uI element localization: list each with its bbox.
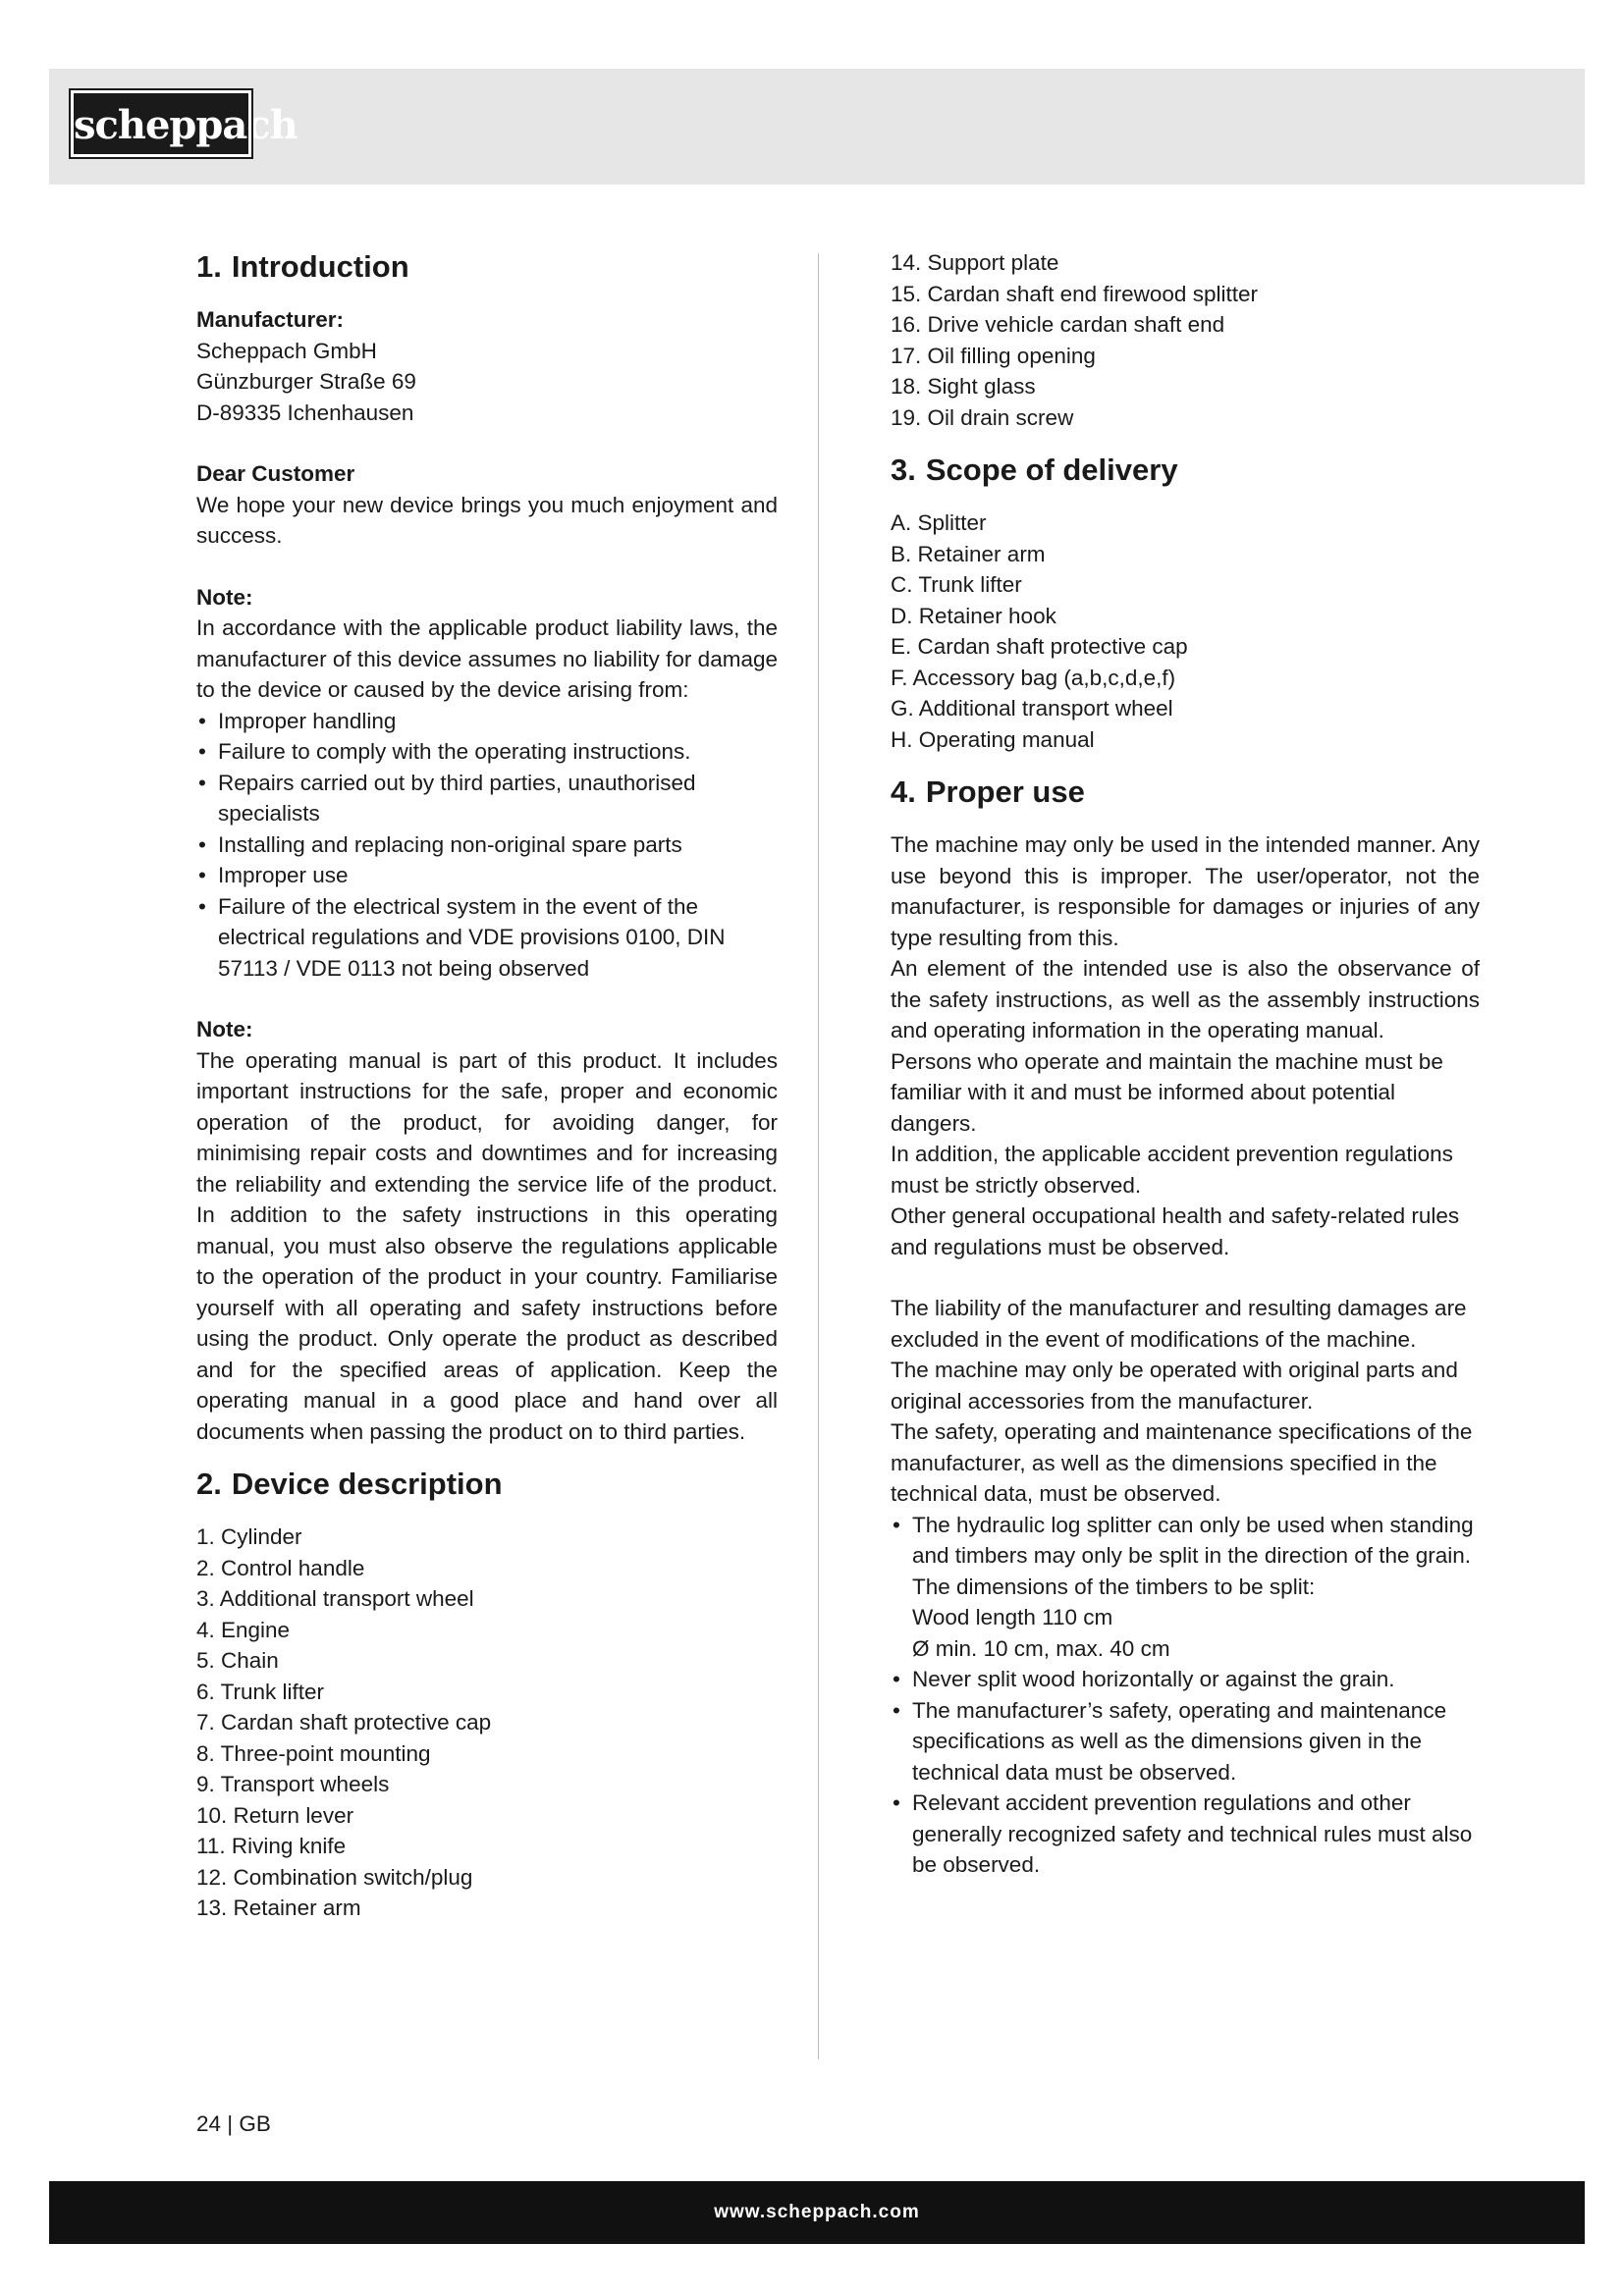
scheppach-logo: scheppach: [71, 90, 251, 157]
list-item: 18. Sight glass: [891, 374, 1036, 399]
list-item: 5. Chain: [196, 1648, 279, 1673]
list-item: 7. Cardan shaft protective cap: [196, 1710, 492, 1735]
footer-band: [49, 2181, 1585, 2244]
list-item: • Installing and replacing non-original spare parts: [196, 829, 778, 861]
section-number: 3.: [891, 453, 916, 487]
list-item: 8. Three-point mounting: [196, 1740, 431, 1766]
proper-use-paragraph: An element of the intended use is also the observance of the safety instructions, as well as the assembly instructions and operating information in the operating manual.: [891, 956, 1480, 1042]
note-liability-text: In accordance with the applicable product liability laws, the manufacturer of this device assumes no liability for damage to the device or caused by the device arising from:: [196, 615, 778, 702]
section-title: Scope of delivery: [925, 453, 1178, 487]
proper-use-bullet-list: [891, 1510, 1480, 1881]
list-item: H. Operating manual: [891, 726, 1095, 752]
list-item: • Improper use: [196, 860, 778, 891]
section-introduction-heading: [196, 247, 778, 287]
section-device-description-heading: [196, 1465, 778, 1504]
list-item: 13. Retainer arm: [196, 1896, 361, 1920]
list-item: • Repairs carried out by third parties, unauthorised specialists: [196, 768, 778, 829]
list-item: A. Splitter: [891, 510, 987, 535]
proper-use-paragraph: Other general occupational health and safety-related rules and regulations must be observed.: [891, 1203, 1460, 1259]
list-item: E. Cardan shaft protective cap: [891, 634, 1188, 659]
list-item: 12. Combination switch/plug: [196, 1864, 473, 1890]
note-label: Note:: [196, 584, 253, 610]
proper-use-paragraph: The machine may only be used in the intended manner. Any use beyond this is improper. The user/operator, not the manufacturer, is responsible for damages or injuries of any type resulting from this.: [891, 832, 1480, 950]
list-item: 9. Transport wheels: [196, 1772, 390, 1796]
section-number: 1.: [196, 249, 222, 284]
section-title: Introduction: [231, 249, 409, 284]
liability-bullet-list: [196, 706, 778, 985]
section-scope-of-delivery-heading: [891, 451, 1480, 490]
list-item: C. Trunk lifter: [891, 572, 1022, 597]
section-title: Proper use: [925, 774, 1085, 809]
proper-use-paragraph: Persons who operate and maintain the machine must be familiar with it and must be informed about potential dangers.: [891, 1048, 1443, 1136]
wood-length-spec: Wood length 110 cm: [912, 1605, 1113, 1629]
scope-of-delivery-list: [891, 507, 1480, 755]
column-divider: [818, 253, 819, 2059]
list-item: • Relevant accident prevention regulations and other generally recognized safety and technical rules must also be observed.: [891, 1788, 1480, 1881]
list-item: 17. Oil filling opening: [891, 343, 1096, 368]
list-item: 19. Oil drain screw: [891, 404, 1074, 430]
list-item: 3. Additional transport wheel: [196, 1586, 474, 1611]
list-item: [891, 1510, 1480, 1665]
list-item: 14. Support plate: [891, 250, 1059, 275]
section-title: Device description: [231, 1467, 503, 1501]
page-number: 24 | GB: [196, 2111, 271, 2136]
list-item: • Failure to comply with the operating instructions.: [196, 736, 778, 768]
manufacturer-label: Manufacturer:: [196, 307, 345, 332]
list-item: • Improper handling: [196, 706, 778, 737]
list-item: • Failure of the electrical system in the event of the electrical regulations and VDE provisions 0100, DIN 57113 / VDE 0113 not being observed: [196, 891, 778, 985]
proper-use-paragraph: In addition, the applicable accident prevention regulations must be strictly observed.: [891, 1142, 1453, 1198]
list-item: 1. Cylinder: [196, 1524, 302, 1549]
list-item: F. Accessory bag (a,b,c,d,e,f): [891, 665, 1176, 690]
list-item: 4. Engine: [196, 1617, 291, 1642]
proper-use-paragraph: The safety, operating and maintenance specifications of the manufacturer, as well as the dimensions specified in the technical data, must be observed.: [891, 1419, 1473, 1506]
section-number: 4.: [891, 774, 916, 809]
list-item: 10. Return lever: [196, 1802, 354, 1828]
bullet-text: The hydraulic log splitter can only be used when standing and timbers may only be split in the direction of the grain. The dimensions of the timbers to be split:: [912, 1512, 1474, 1599]
left-column: [196, 247, 778, 1924]
section-proper-use-heading: [891, 773, 1480, 812]
section-number: 2.: [196, 1467, 222, 1501]
manufacturer-line: D-89335 Ichenhausen: [196, 400, 414, 425]
list-item: 11. Riving knife: [196, 1834, 347, 1858]
right-column: [891, 247, 1480, 1881]
list-item: 16. Drive vehicle cardan shaft end: [891, 312, 1225, 337]
manufacturer-line: Günzburger Straße 69: [196, 369, 416, 394]
list-item: • The manufacturer’s safety, operating and maintenance specifications as well as the dimensions given in the technical data must be observed.: [891, 1695, 1480, 1789]
note-label: Note:: [196, 1017, 253, 1041]
dear-customer-label: Dear Customer: [196, 461, 355, 486]
list-item: 2. Control handle: [196, 1555, 365, 1580]
dear-customer-text: We hope your new device brings you much enjoyment and success.: [196, 492, 778, 548]
note-operating-manual-text: The operating manual is part of this product. It includes important instructions for the safe, proper and economic operation of the product, for avoiding danger, for minimising repair costs and downtimes and for increasing the reliability and extending the service life of the product. In addition to the safety instructions in this operating manual, you must also observe the regulations applicable to the operation of the product in your country. Familiarise yourself with all operating and safety instructions before using the product. Only operate the product as described and for the specified areas of application. Keep the operating manual in a good place and hand over all documents when passing the product on to third parties.: [196, 1047, 778, 1444]
proper-use-paragraph: The machine may only be operated with original parts and original accessories from the manufacturer.: [891, 1358, 1458, 1414]
list-item: G. Additional transport wheel: [891, 696, 1173, 721]
list-item: • Never split wood horizontally or against the grain.: [891, 1664, 1480, 1695]
list-item: B. Retainer arm: [891, 541, 1046, 566]
device-parts-list: [196, 1522, 778, 1924]
manufacturer-line: Scheppach GmbH: [196, 338, 377, 363]
header-band: [49, 69, 1585, 185]
list-item: 15. Cardan shaft end firewood splitter: [891, 281, 1258, 306]
list-item: D. Retainer hook: [891, 603, 1056, 628]
device-parts-list-continued: [891, 247, 1480, 433]
website-link[interactable]: www.scheppach.com: [714, 2202, 920, 2222]
proper-use-paragraph: The liability of the manufacturer and resulting damages are excluded in the event of modifications of the machine.: [891, 1296, 1467, 1352]
wood-diameter-spec: Ø min. 10 cm, max. 40 cm: [912, 1635, 1170, 1661]
list-item: 6. Trunk lifter: [196, 1679, 325, 1704]
